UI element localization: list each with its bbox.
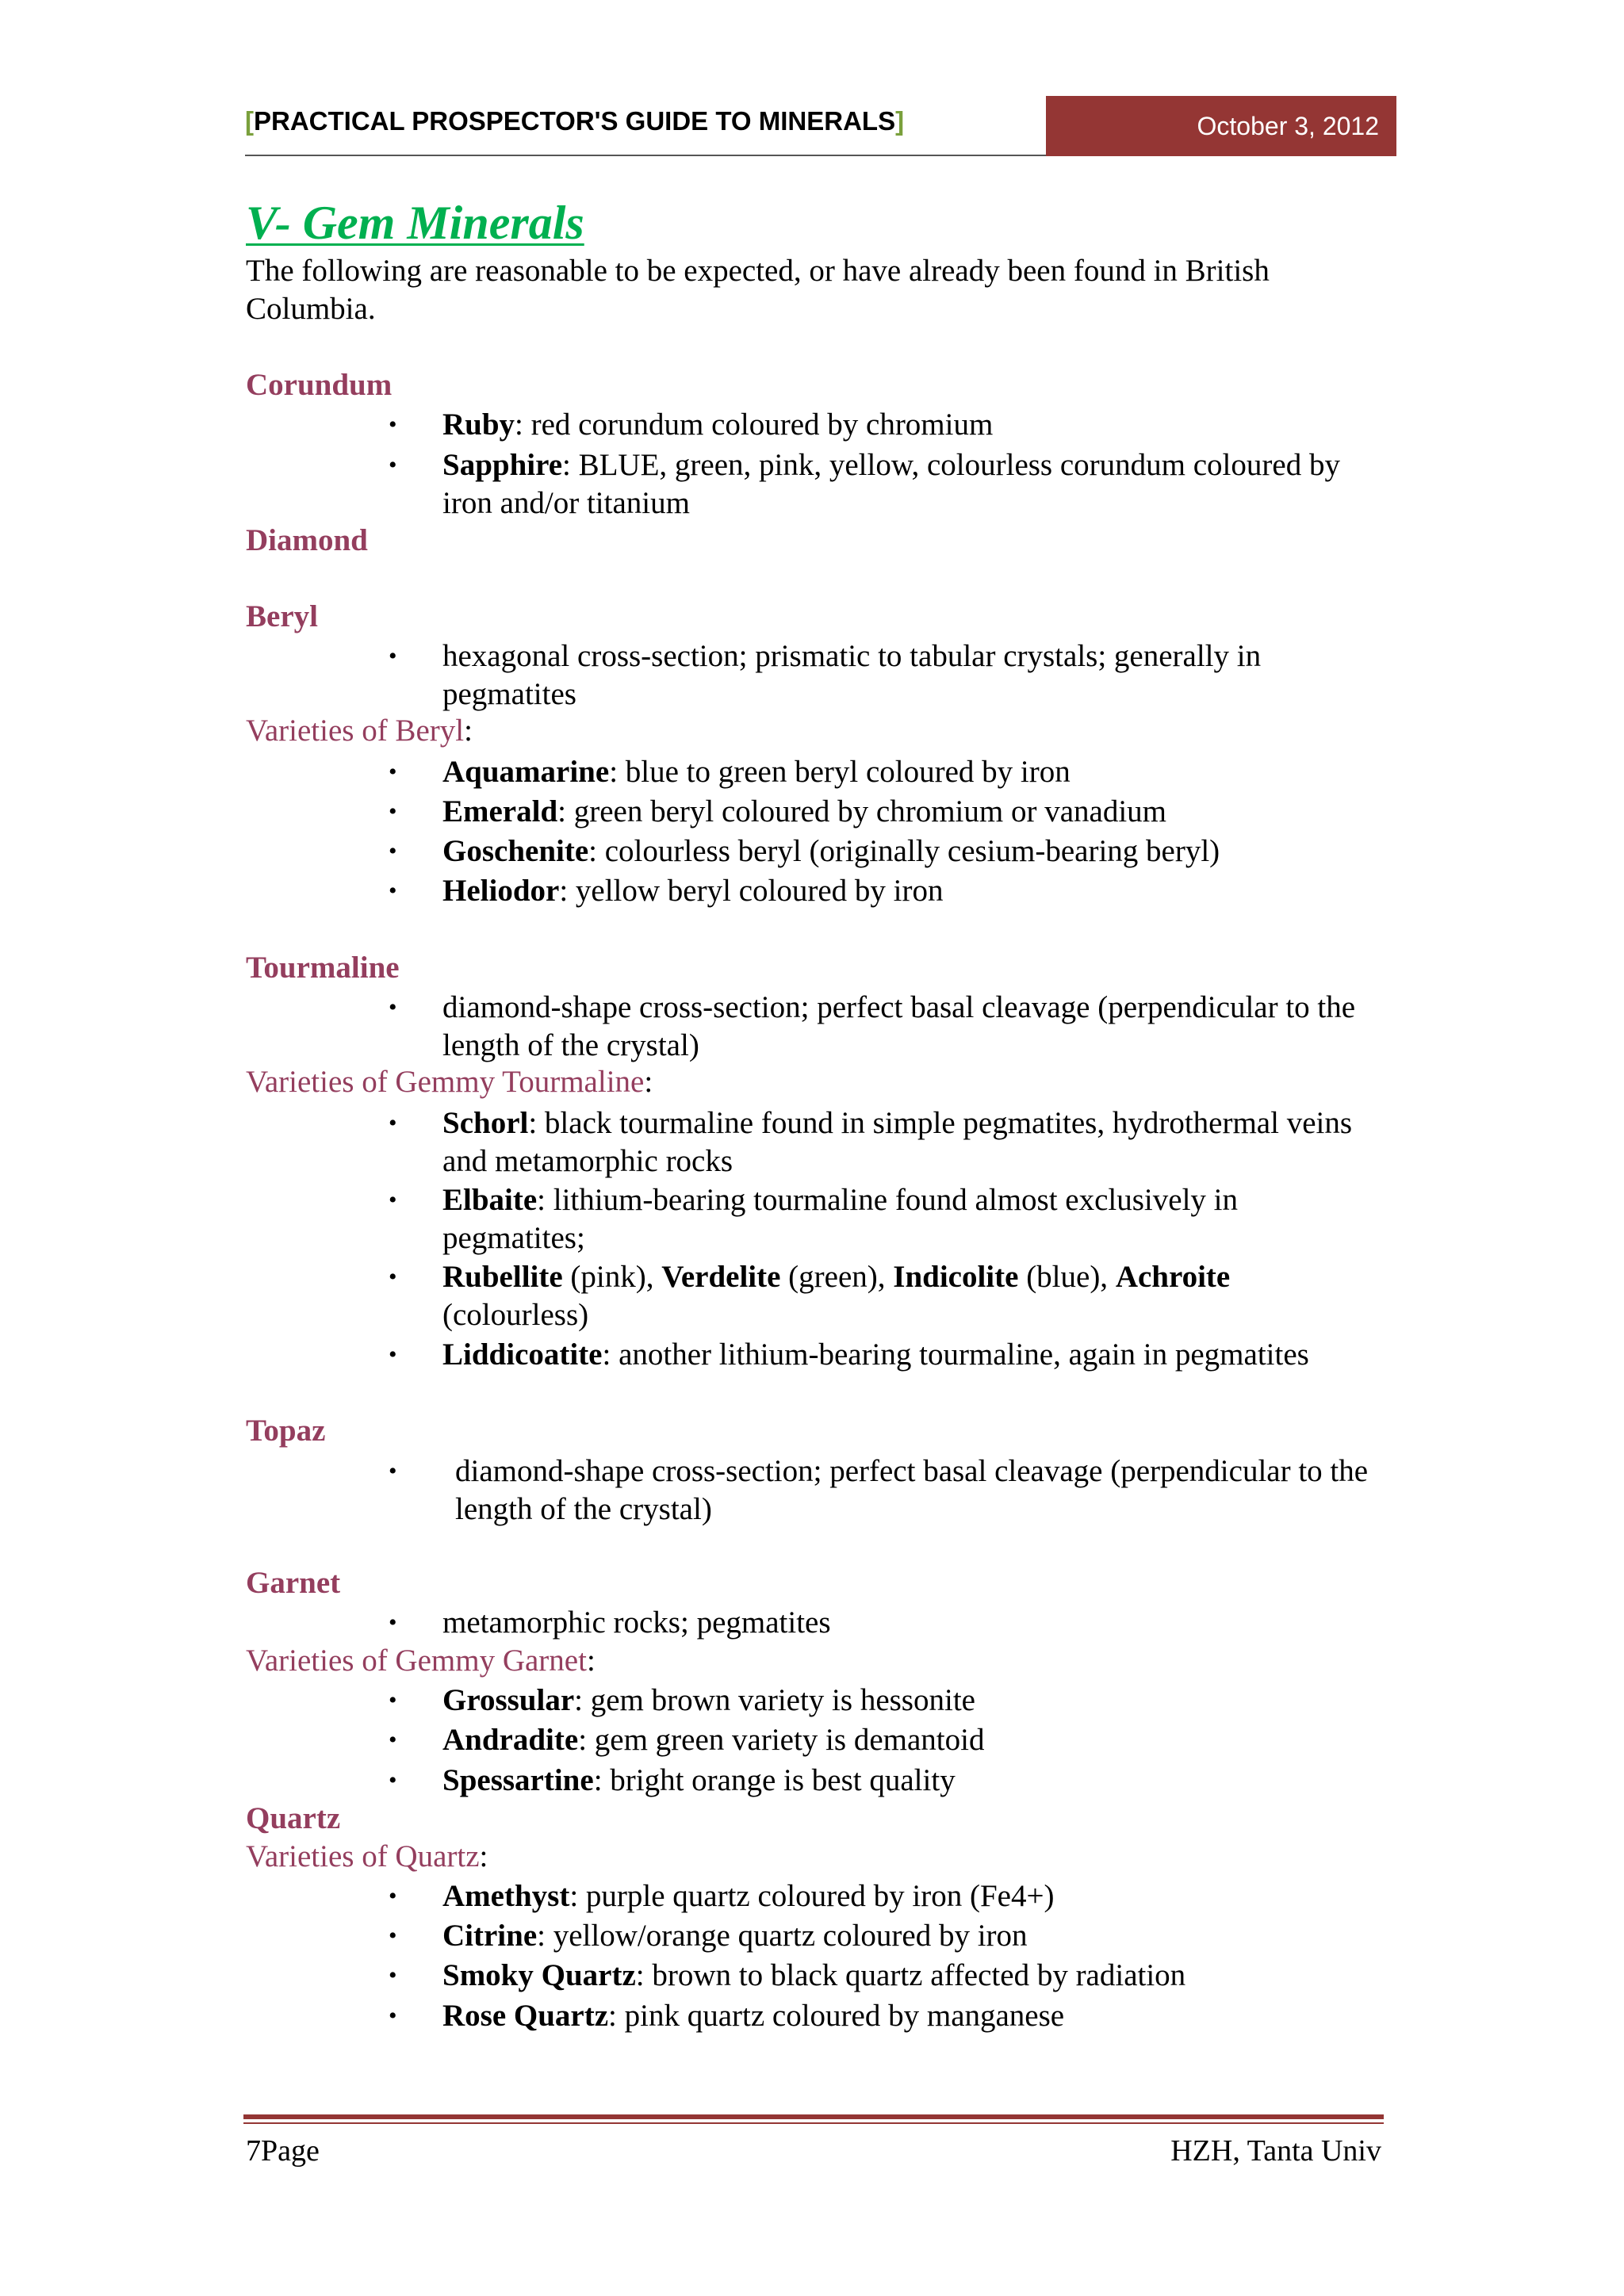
page-number: 7Page xyxy=(246,2134,320,2168)
desc: : black tourmaline found in simple pegmatites, hydrothermal veins and metamorphic rocks xyxy=(442,1106,1353,1178)
desc: : gem brown variety is hessonite xyxy=(574,1683,975,1717)
term: Liddicoatite xyxy=(442,1337,603,1372)
note: metamorphic rocks; pegmatites xyxy=(442,1605,831,1640)
bullet: • xyxy=(389,994,397,1020)
desc: : bright orange is best quality xyxy=(593,1763,956,1797)
header-title: PRACTICAL PROSPECTOR'S GUIDE TO MINERALS xyxy=(254,106,896,136)
page-title: V- Gem Minerals xyxy=(246,197,584,249)
varieties-label: Varieties of Quartz: xyxy=(246,1839,488,1873)
heading-diamond: Diamond xyxy=(246,523,368,557)
term: Rose Quartz xyxy=(442,1999,609,2033)
running-header xyxy=(245,106,904,136)
desc: : yellow/orange quartz coloured by iron xyxy=(537,1919,1028,1953)
term: Schorl xyxy=(442,1106,529,1140)
heading-topaz: Topaz xyxy=(246,1414,326,1448)
term: Heliodor xyxy=(442,874,560,908)
intro-paragraph: The following are reasonable to be expected, or have already been found in British Columbia. xyxy=(246,254,1270,326)
bullet: • xyxy=(389,1883,397,1909)
desc: : blue to green beryl coloured by iron xyxy=(609,755,1071,789)
term: Elbaite xyxy=(442,1183,538,1217)
bullet: • xyxy=(389,411,397,438)
heading-beryl: Beryl xyxy=(246,599,318,633)
term: Citrine xyxy=(442,1919,538,1953)
heading-tourmaline: Tourmaline xyxy=(246,951,400,985)
bullet: • xyxy=(389,643,397,669)
desc: : yellow beryl coloured by iron xyxy=(559,874,944,908)
desc: : BLUE, green, pink, yellow, colourless corundum coloured by iron and/or titanium xyxy=(442,448,1340,520)
bullet: • xyxy=(389,1264,397,1290)
varieties-label: Varieties of Beryl: xyxy=(246,714,473,748)
bullet: • xyxy=(389,1458,397,1484)
term: Goschenite xyxy=(442,834,589,868)
term: Aquamarine xyxy=(442,755,610,789)
term: Andradite xyxy=(442,1723,579,1757)
desc: : pink quartz coloured by manganese xyxy=(608,1999,1065,2033)
bracket-open: [ xyxy=(245,106,254,136)
desc: : brown to black quartz affected by radiation xyxy=(635,1958,1186,1992)
term: Spessartine xyxy=(442,1763,594,1797)
note: hexagonal cross-section; prismatic to tabular crystals; generally in pegmatites xyxy=(442,639,1262,711)
bullet: • xyxy=(389,878,397,904)
note: diamond-shape cross-section; perfect basal cleavage (perpendicular to the length of the crystal) xyxy=(442,990,1356,1062)
desc: : another lithium-bearing tourmaline, again in pegmatites xyxy=(602,1337,1309,1372)
term: Ruby xyxy=(442,408,515,442)
bullet: • xyxy=(389,1687,397,1713)
bullet: • xyxy=(389,452,397,478)
bullet: • xyxy=(389,1767,397,1793)
bracket-close: ] xyxy=(895,106,905,136)
desc: : green beryl coloured by chromium or vanadium xyxy=(557,794,1167,828)
bullet: • xyxy=(389,759,397,785)
term: Emerald xyxy=(442,794,558,828)
term: Amethyst xyxy=(442,1879,570,1913)
header-date: October 3, 2012 xyxy=(1046,96,1396,156)
bullet: • xyxy=(389,838,397,864)
desc: : colourless beryl (originally cesium-bearing beryl) xyxy=(588,834,1220,868)
varieties-label: Varieties of Gemmy Tourmaline: xyxy=(246,1065,653,1099)
footer-rule-thin xyxy=(243,2122,1384,2124)
header-rule xyxy=(245,155,1046,156)
bullet: • xyxy=(389,1727,397,1753)
term: Sapphire xyxy=(442,448,563,482)
desc: : purple quartz coloured by iron (Fe4+) xyxy=(569,1879,1055,1913)
term: Grossular xyxy=(442,1683,575,1717)
bullet: • xyxy=(389,1923,397,1949)
footer-author: HZH, Tanta Univ xyxy=(1170,2134,1381,2168)
note: diamond-shape cross-section; perfect basal cleavage (perpendicular to the length of the crystal) xyxy=(455,1454,1369,1526)
bullet: • xyxy=(389,1341,397,1368)
footer-rule xyxy=(243,2114,1384,2119)
bullet: • xyxy=(389,1110,397,1136)
term: Smoky Quartz xyxy=(442,1958,636,1992)
heading-garnet: Garnet xyxy=(246,1566,341,1600)
bullet: • xyxy=(389,1187,397,1213)
bullet: • xyxy=(389,2003,397,2029)
desc: : lithium-bearing tourmaline found almost exclusively in pegmatites; xyxy=(442,1183,1238,1255)
heading-quartz: Quartz xyxy=(246,1801,341,1835)
heading-corundum: Corundum xyxy=(246,368,393,402)
desc: : gem green variety is demantoid xyxy=(578,1723,985,1757)
bullet: • xyxy=(389,1609,397,1636)
varieties-label: Varieties of Gemmy Garnet: xyxy=(246,1644,596,1678)
desc: : red corundum coloured by chromium xyxy=(515,408,994,442)
bullet: • xyxy=(389,1962,397,1988)
bullet: • xyxy=(389,798,397,825)
